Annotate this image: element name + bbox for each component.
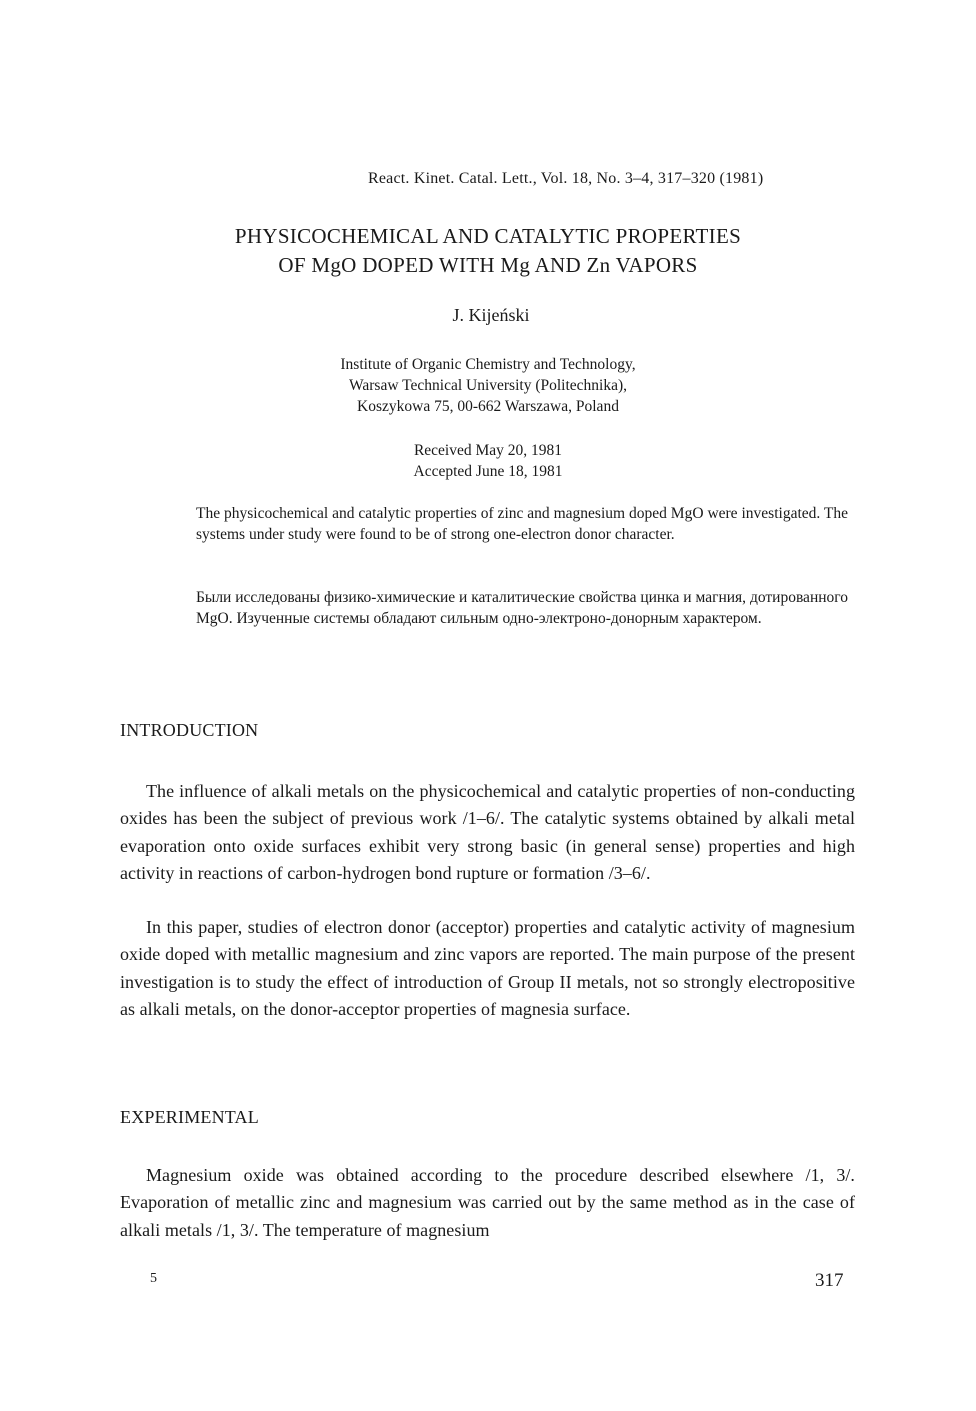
abstract-russian: Были исследованы физико-химические и каталитические свойства цинка и магния, дотированного MgO. Изученные системы обладают сильным одно-электроно-донорным характером. (196, 589, 848, 627)
affiliation-line-1: Institute of Organic Chemistry and Technology, (340, 356, 636, 373)
affiliation-line-3: Koszykowa 75, 00-662 Warszawa, Poland (357, 398, 619, 415)
author: J. Kijeński (452, 305, 530, 325)
journal-reference: React. Kinet. Catal. Lett., Vol. 18, No. 3–4, 317–320 (1981) (368, 170, 764, 187)
introduction-paragraph-1: The influence of alkali metals on the physicochemical and catalytic properties of non-conducting oxides has been the subject of previous work /1–6/. The catalytic systems obtained by alkali metal evaporation onto oxide surfaces exhibit very strong basic (in general sense) properties and high activity in reactions of carbon-hydrogen bond rupture or formation /3–6/. (120, 781, 855, 883)
affiliation (150, 354, 826, 417)
received-date: Received May 20, 1981 (413, 442, 563, 459)
experimental-paragraph-1: Magnesium oxide was obtained according to the procedure described elsewhere /1, 3/. Evaporation of metallic zinc and magnesium was carried out by the same method as in the case of alkali metals /1, 3/. The temperature of magnesium (120, 1165, 855, 1240)
affiliation-line-2: Warsaw Technical University (Politechnika), (348, 377, 628, 394)
signature-mark: 5 (150, 1271, 157, 1286)
submission-dates (150, 440, 826, 482)
title-line-1: PHYSICOCHEMICAL AND CATALYTIC PROPERTIES (234, 224, 742, 248)
title-line-2: OF MgO DOPED WITH Mg AND Zn VAPORS (278, 253, 698, 277)
paper-title (150, 222, 826, 280)
accepted-date: Accepted June 18, 1981 (413, 463, 563, 480)
introduction-heading: INTRODUCTION (120, 720, 259, 740)
page-number: 317 (815, 1270, 844, 1291)
introduction-paragraph-2: In this paper, studies of electron donor (acceptor) properties and catalytic activity of magnesium oxide doped with metallic magnesium and zinc vapors are reported. The main purpose of the present investigation is to study the effect of introduction of Group II metals, not so strongly electropositive as alkali metals, on the donor-acceptor properties of magnesia surface. (120, 917, 855, 1019)
experimental-heading: EXPERIMENTAL (120, 1107, 259, 1127)
abstract-english: The physicochemical and catalytic properties of zinc and magnesium doped MgO were investigated. The systems under study were found to be of strong one-electron donor character. (196, 505, 848, 543)
